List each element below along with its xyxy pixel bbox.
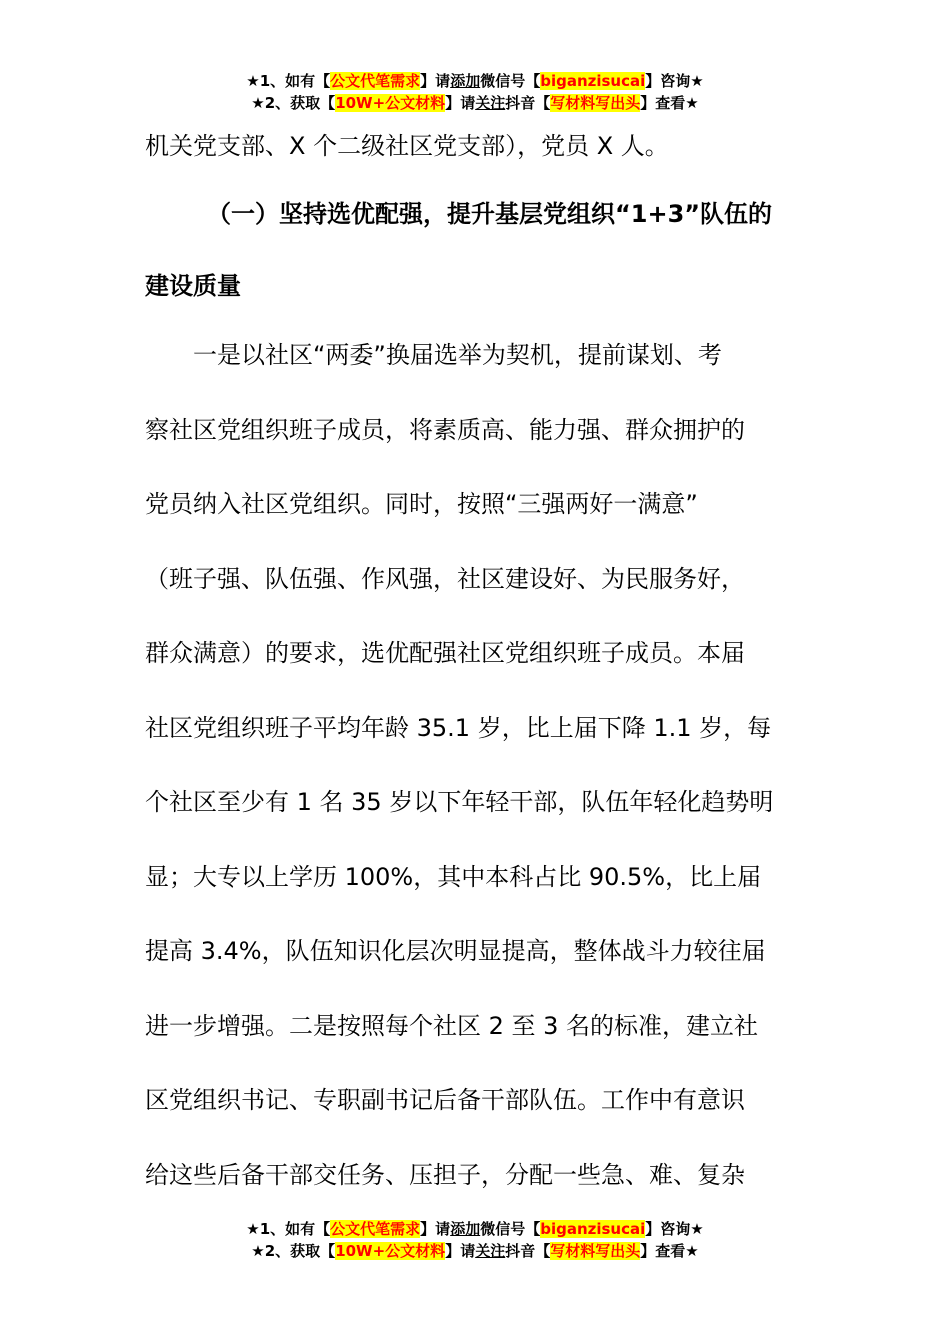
promo-text: 】查看★ [640, 1242, 699, 1260]
promo-underlined: 添加 [450, 72, 481, 90]
promo-highlight: 公文代笔需求 [330, 1220, 421, 1238]
promo-underlined: 关注 [475, 94, 506, 112]
promo-highlight: biganzisucai [540, 1220, 646, 1238]
promo-text: ★2、获取【 [251, 94, 336, 112]
promo-line-1 [0, 70, 950, 92]
body-paragraph [145, 318, 807, 1212]
promo-text: 微信号【 [480, 1220, 541, 1238]
promo-text: 抖音【 [505, 94, 551, 112]
promo-underlined: 添加 [450, 1220, 481, 1238]
promo-line-2 [0, 1240, 950, 1262]
text-line: 一是以社区“两委”换届选举为契机，提前谋划、考 [145, 341, 722, 369]
promo-text: 】请 [420, 72, 451, 90]
promo-highlight: 写材料写出头 [550, 94, 641, 112]
heading-line-1: （一）坚持选优配强，提升基层党组织“1+3”队伍的 [207, 200, 773, 228]
promo-banner-bottom [0, 1218, 950, 1262]
text-line: 察社区党组织班子成员，将素质高、能力强、群众拥护的 [145, 415, 745, 444]
promo-text: 抖音【 [505, 1242, 551, 1260]
promo-banner-top [0, 70, 950, 114]
promo-text: ★1、如有【 [246, 72, 331, 90]
text-line: 个社区至少有 1 名 35 岁以下年轻干部，队伍年轻化趋势明 [145, 788, 774, 816]
text-line: 进一步增强。二是按照每个社区 2 至 3 名的标准，建立社 [145, 1011, 759, 1040]
promo-highlight: 10W+公文材料 [335, 94, 446, 112]
promo-text: 】咨询★ [645, 72, 704, 90]
text-line: （班子强、队伍强、作风强，社区建设好、为民服务好， [145, 564, 745, 593]
text-line: 群众满意）的要求，选优配强社区党组织班子成员。本届 [145, 639, 745, 667]
text-line: 区党组织书记、专职副书记后备干部队伍。工作中有意识 [145, 1086, 745, 1114]
promo-text: 】请 [445, 94, 476, 112]
promo-highlight: 公文代笔需求 [330, 72, 421, 90]
text-line: 社区党组织班子平均年龄 35.1 岁，比上届下降 1.1 岁，每 [145, 713, 772, 742]
promo-highlight: biganzisucai [540, 72, 646, 90]
promo-line-1 [0, 1218, 950, 1240]
promo-text: 】请 [445, 1242, 476, 1260]
promo-text: 】咨询★ [645, 1220, 704, 1238]
promo-underlined: 关注 [475, 1242, 506, 1260]
heading-line-2: 建设质量 [145, 272, 241, 300]
text-line: 机关党支部、X 个二级社区党支部），党员 X 人。 [145, 132, 669, 160]
promo-text: ★2、获取【 [251, 1242, 336, 1260]
text-line: 显；大专以上学历 100%，其中本科占比 90.5%，比上届 [145, 862, 762, 891]
promo-text: 】查看★ [640, 94, 699, 112]
promo-text: ★1、如有【 [246, 1220, 331, 1238]
text-line: 给这些后备干部交任务、压担子，分配一些急、难、复杂 [145, 1160, 745, 1189]
section-heading [145, 194, 807, 234]
text-line: 党员纳入社区党组织。同时，按照“三强两好一满意” [145, 490, 698, 518]
promo-highlight: 10W+公文材料 [335, 1242, 446, 1260]
promo-text: 微信号【 [480, 72, 541, 90]
text-line: 提高 3.4%，队伍知识化层次明显提高，整体战斗力较往届 [145, 937, 766, 965]
section-heading-cont [145, 266, 807, 306]
promo-text: 】请 [420, 1220, 451, 1238]
intro-text [145, 109, 807, 184]
promo-highlight: 写材料写出头 [550, 1242, 641, 1260]
